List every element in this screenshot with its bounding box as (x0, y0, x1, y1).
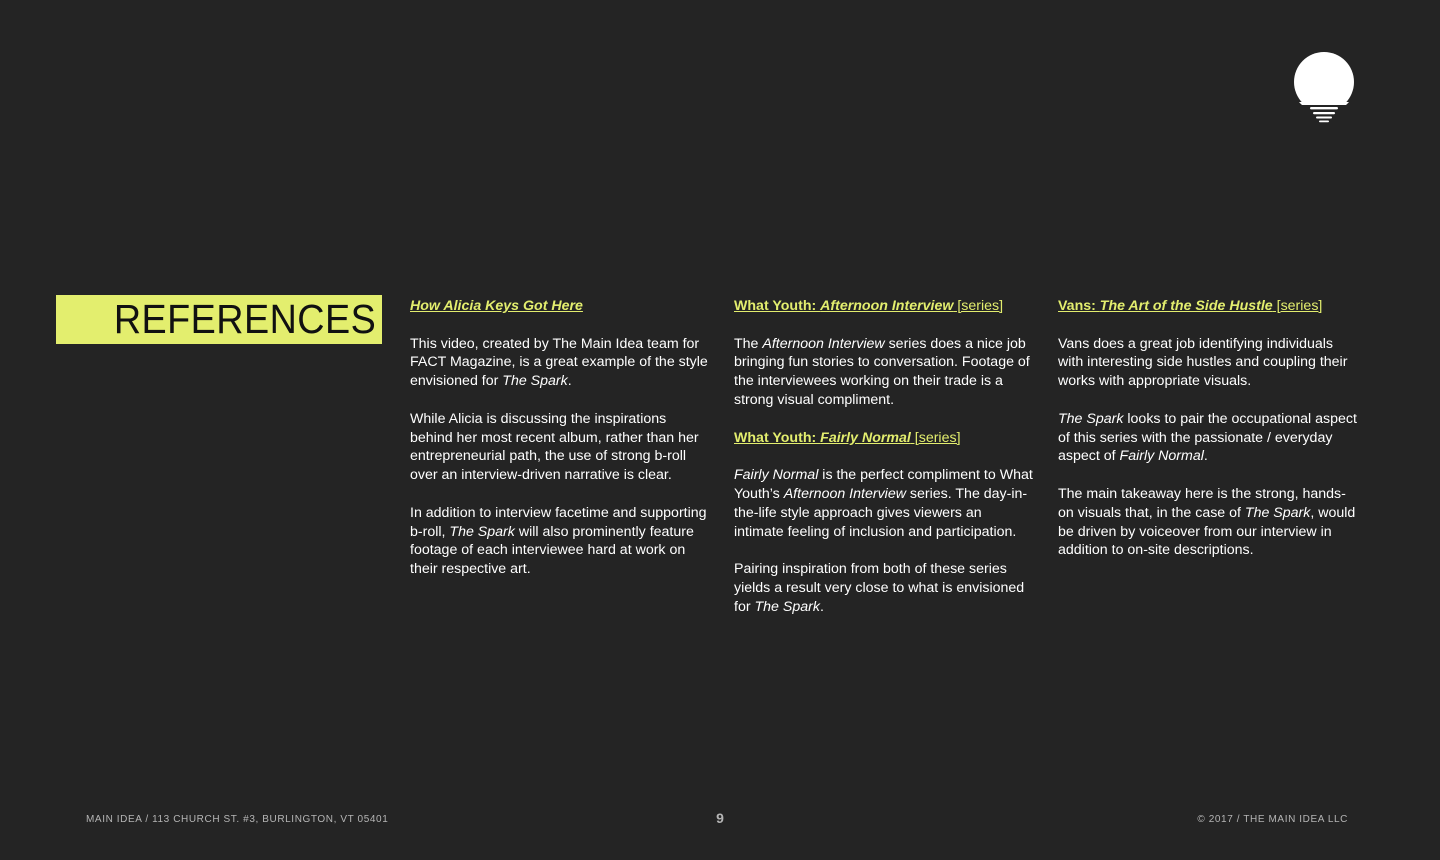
reference-link-afternoon-interview[interactable]: What Youth: Afternoon Interview [series] (734, 298, 1004, 314)
col3-paragraph-1: Vans does a great job identifying individuals with interesting side hustles and coupling their works with appropriate visuals. (1058, 335, 1348, 390)
lightbulb-logo-icon (1290, 50, 1358, 124)
reference-column-2 (734, 297, 1034, 635)
col2-paragraph-2: Fairly Normal is the perfect compliment to What Youth’s Afternoon Interview series. The day-in-the-life style approach gives viewers an intimate feeling of inclusion and participation. (734, 467, 1033, 540)
col3-paragraph-3: The main takeaway here is the strong, hands-on visuals that, in the case of The Spark, would be driven by voiceover from our interview in addition to on-site descriptions. (1058, 485, 1356, 559)
col1-paragraph-3: In addition to interview facetime and supporting b-roll, The Spark will also prominently feature footage of each interviewee hard at work on their respective art. (410, 504, 707, 578)
col1-paragraph-2: While Alicia is discussing the inspirations behind her most recent album, rather than her entrepreneurial path, the use of strong b-roll over an interview-driven narrative is clear. (410, 410, 699, 484)
reference-link-side-hustle[interactable]: Vans: The Art of the Side Hustle [series] (1058, 298, 1323, 314)
reference-column-1 (410, 297, 710, 598)
reference-column-3 (1058, 297, 1358, 579)
footer-copyright: © 2017 / THE MAIN IDEA LLC (1197, 814, 1348, 825)
page-title: REFERENCES (113, 296, 376, 342)
col2-paragraph-3: Pairing inspiration from both of these series yields a result very close to what is envisioned for The Spark. (734, 561, 1025, 615)
col2-paragraph-1: The Afternoon Interview series does a nice job bringing fun stories to conversation. Footage of the interviewees working on their trade is a strong visual compliment. (734, 335, 1030, 408)
col3-paragraph-2: The Spark looks to pair the occupational aspect of this series with the passionate / everyday aspect of Fairly Normal. (1058, 410, 1357, 465)
reference-link-alicia-keys[interactable]: How Alicia Keys Got Here (410, 298, 583, 314)
references-heading-block (56, 295, 382, 344)
page-number: 9 (716, 810, 724, 826)
footer-address: MAIN IDEA / 113 CHURCH ST. #3, BURLINGTON, VT 05401 (86, 814, 389, 825)
col1-paragraph-1: This video, created by The Main Idea team for FACT Magazine, is a great example of the style envisioned for The Spark. (410, 335, 708, 390)
reference-link-fairly-normal[interactable]: What Youth: Fairly Normal [series] (734, 429, 961, 446)
